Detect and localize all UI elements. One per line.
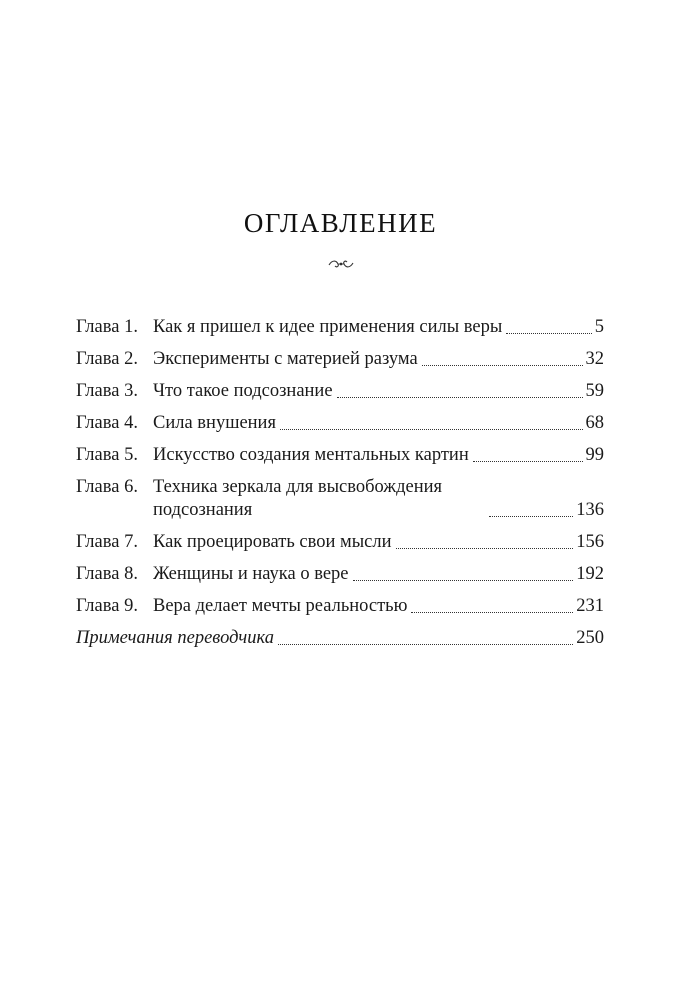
page-number: 68 <box>585 413 604 433</box>
toc-entry-chapter-7[interactable] <box>76 531 604 554</box>
page-number: 99 <box>585 445 604 465</box>
chapter-title: Вера делает мечты реальностью <box>153 596 408 616</box>
chapter-label: Глава 6. <box>76 477 138 497</box>
chapter-label: Глава 5. <box>76 445 138 465</box>
page-number: 250 <box>576 628 604 648</box>
page-number: 156 <box>576 532 604 552</box>
toc-entry-chapter-6[interactable] <box>76 476 604 522</box>
dot-leader <box>473 460 583 462</box>
fleuron-ornament-icon <box>326 258 356 270</box>
page-number: 136 <box>576 500 604 520</box>
chapter-title: Как проецировать свои мысли <box>153 532 392 552</box>
dot-leader <box>422 364 583 366</box>
notes-title: Примечания переводчика <box>76 628 274 648</box>
page-number: 5 <box>594 317 604 337</box>
dot-leader <box>278 643 573 645</box>
chapter-label: Глава 7. <box>76 532 138 552</box>
chapter-label: Глава 2. <box>76 349 138 369</box>
toc-entry-translator-notes[interactable] <box>76 627 604 650</box>
page-number: 59 <box>585 381 604 401</box>
chapter-title: Эксперименты с материей разума <box>153 349 418 369</box>
page-number: 231 <box>576 596 604 616</box>
chapter-label: Глава 9. <box>76 596 138 616</box>
chapter-title: Искусство создания ментальных картин <box>153 445 469 465</box>
dot-leader <box>280 428 583 430</box>
chapter-label: Глава 1. <box>76 317 138 337</box>
dot-leader <box>489 515 573 517</box>
chapter-title: Техника зеркала для высвобождения подсознания <box>153 477 443 520</box>
chapter-title: Что такое подсознание <box>153 381 333 401</box>
toc-entry-chapter-1[interactable] <box>76 316 604 339</box>
page-number: 32 <box>585 349 604 369</box>
chapter-title: Сила внушения <box>153 413 276 433</box>
dot-leader <box>337 396 583 398</box>
dot-leader <box>396 547 574 549</box>
table-of-contents <box>76 316 604 659</box>
toc-entry-chapter-9[interactable] <box>76 595 604 618</box>
page-title: ОГЛАВЛЕНИЕ <box>243 208 438 238</box>
chapter-title: Женщины и наука о вере <box>153 564 349 584</box>
toc-entry-chapter-2[interactable] <box>76 348 604 371</box>
toc-entry-chapter-4[interactable] <box>76 412 604 435</box>
toc-entry-chapter-8[interactable] <box>76 563 604 586</box>
toc-entry-chapter-5[interactable] <box>76 444 604 467</box>
chapter-label: Глава 3. <box>76 381 138 401</box>
toc-entry-chapter-3[interactable] <box>76 380 604 403</box>
dot-leader <box>411 611 573 613</box>
dot-leader <box>353 579 574 581</box>
page-number: 192 <box>576 564 604 584</box>
chapter-title: Как я пришел к идее применения силы веры <box>153 317 503 337</box>
chapter-label: Глава 4. <box>76 413 138 433</box>
chapter-label: Глава 8. <box>76 564 138 584</box>
dot-leader <box>506 332 591 334</box>
